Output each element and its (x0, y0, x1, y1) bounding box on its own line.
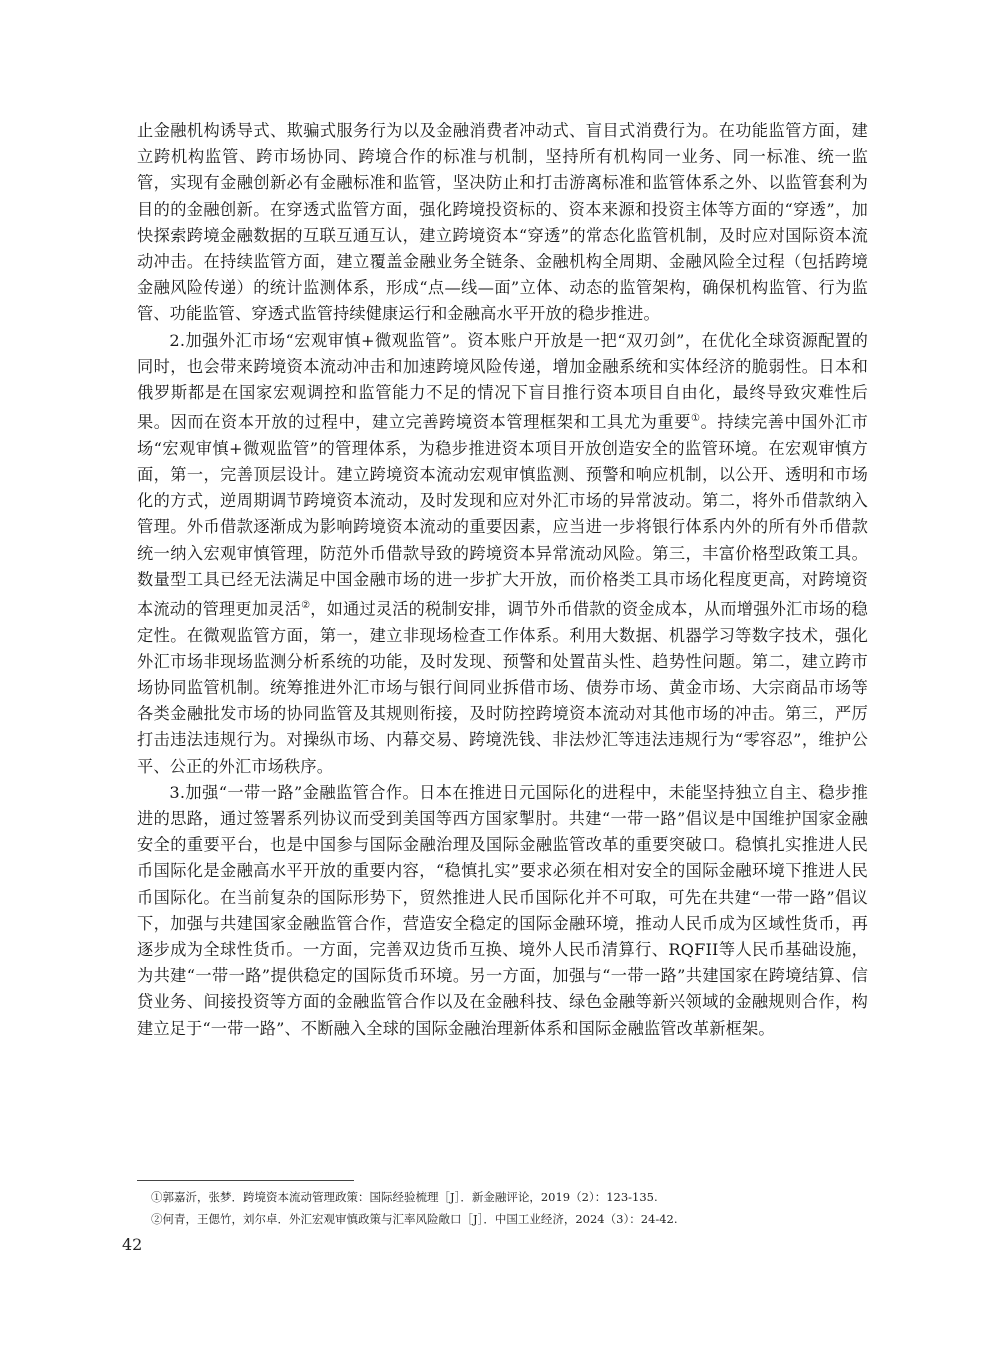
footnote-2: ②何青，王偲竹，刘尔卓．外汇宏观审慎政策与汇率风险敞口［J］．中国工业经济，2024（3）：24-42. (151, 1212, 678, 1226)
footnotes (151, 1186, 851, 1230)
page-number: 42 (122, 1235, 143, 1254)
paragraph-forex-part-1: 2.加强外汇市场“宏观审慎+微观监管”。资本账户开放是一把“双刃剑”，在优化全球资源配置的同时，也会带来跨境资本流动冲击和加速跨境风险传递，增加金融系统和实体经济的脆弱性。日本和俄罗斯都是在国家宏观调控和监管能力不足的情况下盲目推行资本项目自由化，最终导致灾难性后果。因而在资本开放的过程中，建立完善跨境资本管理框架和工具尤为重要 (137, 330, 868, 432)
footnote-ref-1[interactable]: ① (691, 413, 701, 425)
paragraph-forex-regulation (137, 328, 868, 780)
paragraph-forex-part-3: ，如通过灵活的税制安排，调节外币借款的资金成本，从而增强外汇市场的稳定性。在微观监管方面，第一，建立非现场检查工作体系。利用大数据、机器学习等数字技术，强化外汇市场非现场监测分析系统的功能，及时发现、预警和处置苗头性、趋势性问题。第二，建立跨市场协同监管机制。统筹推进外汇市场与银行间同业拆借市场、债券市场、黄金市场、大宗商品市场等各类金融批发市场的协同监管及其规则衔接，及时防控跨境资本流动对其他市场的冲击。第三，严厉打击违法违规行为。对操纵市场、内幕交易、跨境洗钱、非法炒汇等违法违规行为“零容忍”，维护公平、公正的外汇市场秩序。 (137, 599, 868, 776)
footnote-divider (137, 1180, 354, 1181)
footnote-1: ①郭嘉沂，张梦．跨境资本流动管理政策：国际经验梳理［J］．新金融评论，2019（2）：123-135. (151, 1190, 658, 1204)
article-body (137, 118, 868, 1042)
footnote-ref-2[interactable]: ② (301, 600, 311, 612)
paragraph-forex-part-2: 。持续完善中国外汇市场“宏观审慎+微观监管”的管理体系，为稳步推进资本项目开放创造安全的监管环境。在宏观审慎方面，第一，完善顶层设计。建立跨境资本流动宏观审慎监测、预警和响应机制，以公开、透明和市场化的方式，逆周期调节跨境资本流动，及时发现和应对外汇市场的异常波动。第二，将外币借款纳入管理。外币借款逐渐成为影响跨境资本流动的重要因素，应当进一步将银行体系内外的所有外币借款统一纳入宏观审慎管理，防范外币借款导致的跨境资本异常流动风险。第三，丰富价格型政策工具。数量型工具已经无法满足中国金融市场的进一步扩大开放，而价格类工具市场化程度更高，对跨境资本流动的管理更加灵活 (137, 412, 869, 619)
paragraph-belt-and-road: 3.加强“一带一路”金融监管合作。日本在推进日元国际化的进程中，未能坚持独立自主、稳步推进的思路，通过签署系列协议而受到美国等西方国家掣肘。共建“一带一路”倡议是中国维护国家金融安全的重要平台，也是中国参与国际金融治理及国际金融监管改革的重要突破口。稳慎扎实推进人民币国际化是金融高水平开放的重要内容，“稳慎扎实”要求必须在相对安全的国际金融环境下推进人民币国际化。在当前复杂的国际形势下，贸然推进人民币国际化并不可取，可先在共建“一带一路”倡议下，加强与共建国家金融监管合作，营造安全稳定的国际金融环境，推动人民币成为区域性货币，再逐步成为全球性货币。一方面，完善双边货币互换、境外人民币清算行、RQFII等人民币基础设施，为共建“一带一路”提供稳定的国际货币环境。另一方面，加强与“一带一路”共建国家在跨境结算、信贷业务、间接投资等方面的金融监管合作以及在金融科技、绿色金融等新兴领域的金融规则合作，构建立足于“一带一路”、不断融入全球的国际金融治理新体系和国际金融监管改革新框架。 (137, 782, 868, 1038)
paragraph-continued: 止金融机构诱导式、欺骗式服务行为以及金融消费者冲动式、盲目式消费行为。在功能监管方面，建立跨机构监管、跨市场协同、跨境合作的标准与机制，坚持所有机构同一业务、同一标准、统一监管，实现有金融创新必有金融标准和监管，坚决防止和打击游离标准和监管体系之外、以监管套利为目的的金融创新。在穿透式监管方面，强化跨境投资标的、资本来源和投资主体等方面的“穿透”，加快探索跨境金融数据的互联互通互认，建立跨境资本“穿透”的常态化监管机制，及时应对国际资本流动冲击。在持续监管方面，建立覆盖金融业务全链条、金融机构全周期、金融风险全过程（包括跨境金融风险传递）的统计监测体系，形成“点—线—面”立体、动态的监管架构，确保机构监管、行为监管、功能监管、穿透式监管持续健康运行和金融高水平开放的稳步推进。 (137, 121, 868, 324)
